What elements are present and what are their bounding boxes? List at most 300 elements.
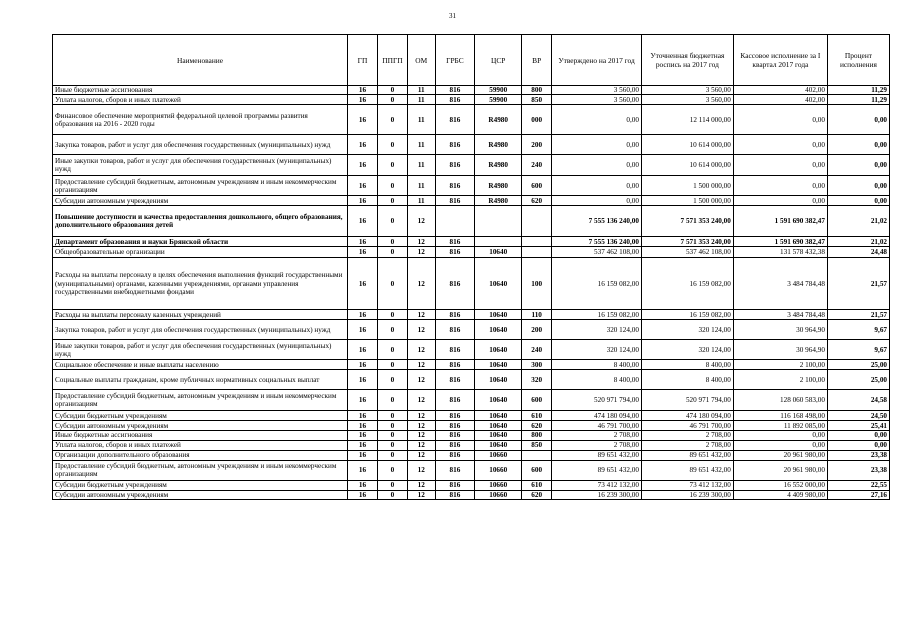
cell-name: Повышение доступности и качества предоставления дошкольного, общего образования, дополнительного образования детей [53,206,348,237]
cell-percent: 21,57 [827,310,889,320]
cell-gp: 16 [348,431,378,440]
cell-vr: 240 [522,340,552,360]
cell-revised: 73 412 132,00 [641,480,733,490]
cell-gp: 16 [348,450,378,460]
cell-percent: 25,00 [827,370,889,390]
col-name-header: Наименование [53,35,348,86]
table-row [53,310,890,320]
cell-name: Иные бюджетные ассигнования [53,431,348,440]
cell-ppgp: 0 [377,258,407,310]
cell-approved: 537 462 108,00 [552,247,642,258]
cell-executed: 128 060 583,00 [733,390,827,411]
cell-executed: 402,00 [733,86,827,95]
cell-vr: 620 [522,421,552,431]
cell-approved: 0,00 [552,135,642,155]
cell-om: 12 [407,390,435,411]
cell-grbs: 816 [435,310,475,320]
cell-approved: 320 124,00 [552,340,642,360]
cell-ppgp: 0 [377,237,407,247]
cell-executed: 11 892 085,00 [733,421,827,431]
cell-ppgp: 0 [377,390,407,411]
cell-ppgp: 0 [377,460,407,480]
cell-gp: 16 [348,440,378,450]
cell-om: 11 [407,86,435,95]
cell-percent: 25,00 [827,360,889,370]
cell-revised: 16 239 300,00 [641,490,733,499]
table-row [53,431,890,440]
cell-executed: 16 552 000,00 [733,480,827,490]
page-number: 31 [449,12,456,20]
cell-approved: 8 400,00 [552,360,642,370]
cell-name: Иные закупки товаров, работ и услуг для обеспечения государственных (муниципальных) нужд [53,340,348,360]
cell-vr: 850 [522,95,552,105]
cell-executed: 1 591 690 382,47 [733,206,827,237]
table-body [53,86,890,500]
cell-ppgp: 0 [377,450,407,460]
cell-approved: 0,00 [552,196,642,206]
cell-csr: 10640 [475,411,522,421]
cell-grbs: 816 [435,320,475,340]
cell-ppgp: 0 [377,370,407,390]
cell-percent: 22,55 [827,480,889,490]
cell-om: 12 [407,237,435,247]
cell-grbs: 816 [435,490,475,499]
cell-om: 12 [407,340,435,360]
cell-csr: 10640 [475,440,522,450]
cell-percent: 24,50 [827,411,889,421]
table-row [53,247,890,258]
cell-gp: 16 [348,490,378,499]
table-row [53,411,890,421]
cell-csr: 10640 [475,310,522,320]
cell-csr: R4980 [475,196,522,206]
cell-percent: 24,58 [827,390,889,411]
cell-vr: 600 [522,460,552,480]
cell-om: 12 [407,360,435,370]
table-row [53,135,890,155]
cell-gp: 16 [348,247,378,258]
cell-revised: 8 400,00 [641,370,733,390]
cell-grbs: 816 [435,450,475,460]
table-row [53,105,890,135]
cell-om: 12 [407,490,435,499]
cell-ppgp: 0 [377,490,407,499]
cell-name: Субсидии бюджетным учреждениям [53,411,348,421]
cell-gp: 16 [348,370,378,390]
table-row [53,258,890,310]
col-om-header: ОМ [407,35,435,86]
cell-om: 11 [407,95,435,105]
cell-approved: 0,00 [552,155,642,176]
cell-csr: 10640 [475,258,522,310]
cell-percent: 25,41 [827,421,889,431]
cell-vr: 200 [522,135,552,155]
cell-om: 11 [407,105,435,135]
cell-vr: 110 [522,310,552,320]
cell-percent: 0,00 [827,176,889,196]
cell-vr: 610 [522,411,552,421]
cell-csr: 10660 [475,460,522,480]
cell-revised: 46 791 700,00 [641,421,733,431]
cell-gp: 16 [348,340,378,360]
cell-ppgp: 0 [377,105,407,135]
table-row [53,480,890,490]
col-ppgp-header: ППГП [377,35,407,86]
cell-approved: 89 651 432,00 [552,450,642,460]
cell-percent: 0,00 [827,135,889,155]
cell-percent: 27,16 [827,490,889,499]
cell-executed: 0,00 [733,155,827,176]
cell-om: 12 [407,206,435,237]
cell-ppgp: 0 [377,135,407,155]
cell-executed: 402,00 [733,95,827,105]
table-row [53,440,890,450]
col-approved-header: Утверждено на 2017 год [552,35,642,86]
cell-grbs: 816 [435,258,475,310]
cell-percent: 23,38 [827,460,889,480]
cell-percent: 0,00 [827,196,889,206]
cell-gp: 16 [348,155,378,176]
cell-ppgp: 0 [377,411,407,421]
cell-grbs: 816 [435,460,475,480]
cell-name: Общеобразовательные организации [53,247,348,258]
table-row [53,390,890,411]
cell-vr: 300 [522,360,552,370]
cell-grbs: 816 [435,431,475,440]
cell-vr: 320 [522,370,552,390]
cell-name: Субсидии автономным учреждениям [53,421,348,431]
cell-name: Закупка товаров, работ и услуг для обеспечения государственных (муниципальных) нужд [53,320,348,340]
table-row [53,320,890,340]
cell-csr: 10640 [475,360,522,370]
table-row [53,460,890,480]
cell-csr [475,237,522,247]
cell-executed: 1 591 690 382,47 [733,237,827,247]
cell-grbs: 816 [435,421,475,431]
cell-vr: 000 [522,105,552,135]
cell-name: Финансовое обеспечение мероприятий федеральной целевой программы развития образования на 2016 - 2020 годы [53,105,348,135]
table-row [53,95,890,105]
cell-name: Иные закупки товаров, работ и услуг для обеспечения государственных (муниципальных) нужд [53,155,348,176]
cell-grbs: 816 [435,390,475,411]
cell-gp: 16 [348,421,378,431]
cell-om: 12 [407,370,435,390]
cell-grbs [435,206,475,237]
cell-vr: 850 [522,440,552,450]
cell-gp: 16 [348,86,378,95]
cell-name: Предоставление субсидий бюджетным, автономным учреждениям и иным некоммерческим организациям [53,176,348,196]
cell-percent: 23,38 [827,450,889,460]
cell-percent: 21,02 [827,237,889,247]
cell-name: Субсидии автономным учреждениям [53,196,348,206]
cell-revised: 320 124,00 [641,340,733,360]
col-revised-header: Уточненная бюджетная роспись на 2017 год [641,35,733,86]
cell-grbs: 816 [435,86,475,95]
cell-vr: 620 [522,196,552,206]
cell-om: 12 [407,431,435,440]
cell-vr: 800 [522,431,552,440]
cell-percent: 11,29 [827,86,889,95]
cell-revised: 474 180 094,00 [641,411,733,421]
cell-csr: 10640 [475,320,522,340]
cell-gp: 16 [348,480,378,490]
cell-grbs: 816 [435,340,475,360]
cell-executed: 20 961 980,00 [733,460,827,480]
cell-executed: 3 484 784,48 [733,310,827,320]
cell-executed: 4 409 980,00 [733,490,827,499]
cell-grbs: 816 [435,176,475,196]
cell-gp: 16 [348,320,378,340]
cell-grbs: 816 [435,370,475,390]
cell-om: 11 [407,155,435,176]
cell-gp: 16 [348,135,378,155]
cell-om: 12 [407,258,435,310]
cell-name: Предоставление субсидий бюджетным, автономным учреждениям и иным некоммерческим организациям [53,460,348,480]
col-csr-header: ЦСР [475,35,522,86]
cell-grbs: 816 [435,135,475,155]
cell-executed: 0,00 [733,440,827,450]
cell-revised: 320 124,00 [641,320,733,340]
table-row [53,370,890,390]
cell-name: Субсидии бюджетным учреждениям [53,480,348,490]
cell-om: 12 [407,421,435,431]
table-row [53,176,890,196]
cell-percent: 0,00 [827,440,889,450]
cell-om: 12 [407,247,435,258]
cell-grbs: 816 [435,440,475,450]
table-row [53,340,890,360]
cell-revised: 16 159 082,00 [641,258,733,310]
cell-revised: 89 651 432,00 [641,460,733,480]
cell-csr: 10640 [475,431,522,440]
cell-approved: 73 412 132,00 [552,480,642,490]
cell-gp: 16 [348,258,378,310]
cell-percent: 9,67 [827,320,889,340]
cell-gp: 16 [348,411,378,421]
cell-om: 12 [407,460,435,480]
cell-gp: 16 [348,95,378,105]
cell-csr: 10640 [475,340,522,360]
cell-approved: 8 400,00 [552,370,642,390]
cell-name: Предоставление субсидий бюджетным, автономным учреждениям и иным некоммерческим организациям [53,390,348,411]
table-row [53,360,890,370]
cell-approved: 2 708,00 [552,431,642,440]
budget-execution-table [52,34,890,500]
cell-ppgp: 0 [377,155,407,176]
header-row [53,35,890,86]
cell-revised: 1 500 000,00 [641,176,733,196]
cell-ppgp: 0 [377,196,407,206]
cell-vr [522,450,552,460]
cell-approved: 3 560,00 [552,95,642,105]
cell-revised: 16 159 082,00 [641,310,733,320]
cell-om: 12 [407,440,435,450]
cell-percent: 24,48 [827,247,889,258]
table-row [53,421,890,431]
cell-ppgp: 0 [377,360,407,370]
cell-name: Закупка товаров, работ и услуг для обеспечения государственных (муниципальных) нужд [53,135,348,155]
cell-csr: 59900 [475,86,522,95]
cell-revised: 2 708,00 [641,431,733,440]
cell-csr: R4980 [475,176,522,196]
cell-csr: 10660 [475,480,522,490]
cell-approved: 16 159 082,00 [552,310,642,320]
cell-revised: 520 971 794,00 [641,390,733,411]
cell-revised: 89 651 432,00 [641,450,733,460]
col-grbs-header: ГРБС [435,35,475,86]
table-row [53,237,890,247]
cell-ppgp: 0 [377,206,407,237]
cell-grbs: 816 [435,95,475,105]
cell-revised: 8 400,00 [641,360,733,370]
cell-executed: 20 961 980,00 [733,450,827,460]
cell-approved: 46 791 700,00 [552,421,642,431]
cell-grbs: 816 [435,247,475,258]
table-row [53,196,890,206]
cell-percent: 0,00 [827,431,889,440]
cell-vr: 800 [522,86,552,95]
cell-vr [522,247,552,258]
cell-executed: 2 100,00 [733,370,827,390]
cell-percent: 0,00 [827,155,889,176]
cell-approved: 0,00 [552,176,642,196]
cell-executed: 0,00 [733,176,827,196]
cell-vr [522,206,552,237]
cell-csr: R4980 [475,105,522,135]
cell-om: 12 [407,450,435,460]
cell-ppgp: 0 [377,176,407,196]
cell-executed: 0,00 [733,135,827,155]
cell-approved: 7 555 136 240,00 [552,206,642,237]
cell-executed: 0,00 [733,431,827,440]
cell-name: Уплата налогов, сборов и иных платежей [53,95,348,105]
cell-revised: 12 114 000,00 [641,105,733,135]
cell-percent: 21,02 [827,206,889,237]
cell-revised: 3 560,00 [641,95,733,105]
cell-revised: 7 571 353 240,00 [641,237,733,247]
cell-revised: 7 571 353 240,00 [641,206,733,237]
cell-gp: 16 [348,360,378,370]
cell-name: Уплата налогов, сборов и иных платежей [53,440,348,450]
cell-percent: 21,57 [827,258,889,310]
table-row [53,490,890,499]
cell-vr: 200 [522,320,552,340]
cell-csr: R4980 [475,135,522,155]
cell-name: Организации дополнительного образования [53,450,348,460]
cell-om: 11 [407,176,435,196]
cell-revised: 10 614 000,00 [641,135,733,155]
col-percent-header: Процент исполнения [827,35,889,86]
cell-vr: 600 [522,176,552,196]
cell-name: Социальные выплаты гражданам, кроме публичных нормативных социальных выплат [53,370,348,390]
cell-ppgp: 0 [377,95,407,105]
cell-grbs: 816 [435,237,475,247]
cell-gp: 16 [348,176,378,196]
table-row [53,206,890,237]
table-row [53,450,890,460]
cell-name: Иные бюджетные ассигнования [53,86,348,95]
cell-percent: 9,67 [827,340,889,360]
cell-approved: 520 971 794,00 [552,390,642,411]
table-row [53,86,890,95]
cell-executed: 3 484 784,48 [733,258,827,310]
cell-om: 12 [407,480,435,490]
cell-ppgp: 0 [377,86,407,95]
cell-name: Расходы на выплаты персоналу в целях обеспечения выполнения функций государственными (муниципальными) органами, казенными учреждениями, органами управления государственными внебюджетными фондами [53,258,348,310]
cell-gp: 16 [348,206,378,237]
cell-csr: 59900 [475,95,522,105]
cell-executed: 0,00 [733,196,827,206]
cell-vr: 100 [522,258,552,310]
cell-name: Социальное обеспечение и иные выплаты населению [53,360,348,370]
cell-vr: 600 [522,390,552,411]
col-executed-header: Кассовое исполнение за I квартал 2017 года [733,35,827,86]
cell-approved: 7 555 136 240,00 [552,237,642,247]
cell-grbs: 816 [435,411,475,421]
cell-name: Расходы на выплаты персоналу казенных учреждений [53,310,348,320]
cell-executed: 30 964,90 [733,320,827,340]
cell-csr: 10660 [475,450,522,460]
cell-csr: R4980 [475,155,522,176]
cell-om: 11 [407,135,435,155]
cell-revised: 3 560,00 [641,86,733,95]
cell-executed: 131 578 432,38 [733,247,827,258]
cell-ppgp: 0 [377,320,407,340]
cell-vr: 620 [522,490,552,499]
cell-grbs: 816 [435,360,475,370]
cell-csr: 10640 [475,390,522,411]
cell-executed: 0,00 [733,105,827,135]
cell-executed: 2 100,00 [733,360,827,370]
cell-name: Субсидии автономным учреждениям [53,490,348,499]
cell-grbs: 816 [435,105,475,135]
cell-vr: 240 [522,155,552,176]
cell-grbs: 816 [435,155,475,176]
cell-executed: 116 168 498,00 [733,411,827,421]
cell-approved: 474 180 094,00 [552,411,642,421]
cell-name: Департамент образования и науки Брянской области [53,237,348,247]
cell-ppgp: 0 [377,421,407,431]
cell-om: 11 [407,196,435,206]
cell-csr [475,206,522,237]
cell-approved: 0,00 [552,105,642,135]
cell-gp: 16 [348,237,378,247]
cell-percent: 11,29 [827,95,889,105]
cell-grbs: 816 [435,480,475,490]
cell-om: 12 [407,320,435,340]
cell-ppgp: 0 [377,431,407,440]
cell-csr: 10640 [475,421,522,431]
cell-revised: 537 462 108,00 [641,247,733,258]
cell-approved: 16 239 300,00 [552,490,642,499]
cell-percent: 0,00 [827,105,889,135]
cell-revised: 2 708,00 [641,440,733,450]
cell-csr: 10660 [475,490,522,499]
cell-ppgp: 0 [377,340,407,360]
col-gp-header: ГП [348,35,378,86]
cell-vr [522,237,552,247]
cell-gp: 16 [348,460,378,480]
cell-vr: 610 [522,480,552,490]
cell-grbs: 816 [435,196,475,206]
cell-gp: 16 [348,310,378,320]
cell-executed: 30 964,90 [733,340,827,360]
cell-om: 12 [407,411,435,421]
cell-gp: 16 [348,196,378,206]
cell-gp: 16 [348,390,378,411]
cell-approved: 320 124,00 [552,320,642,340]
table-row [53,155,890,176]
